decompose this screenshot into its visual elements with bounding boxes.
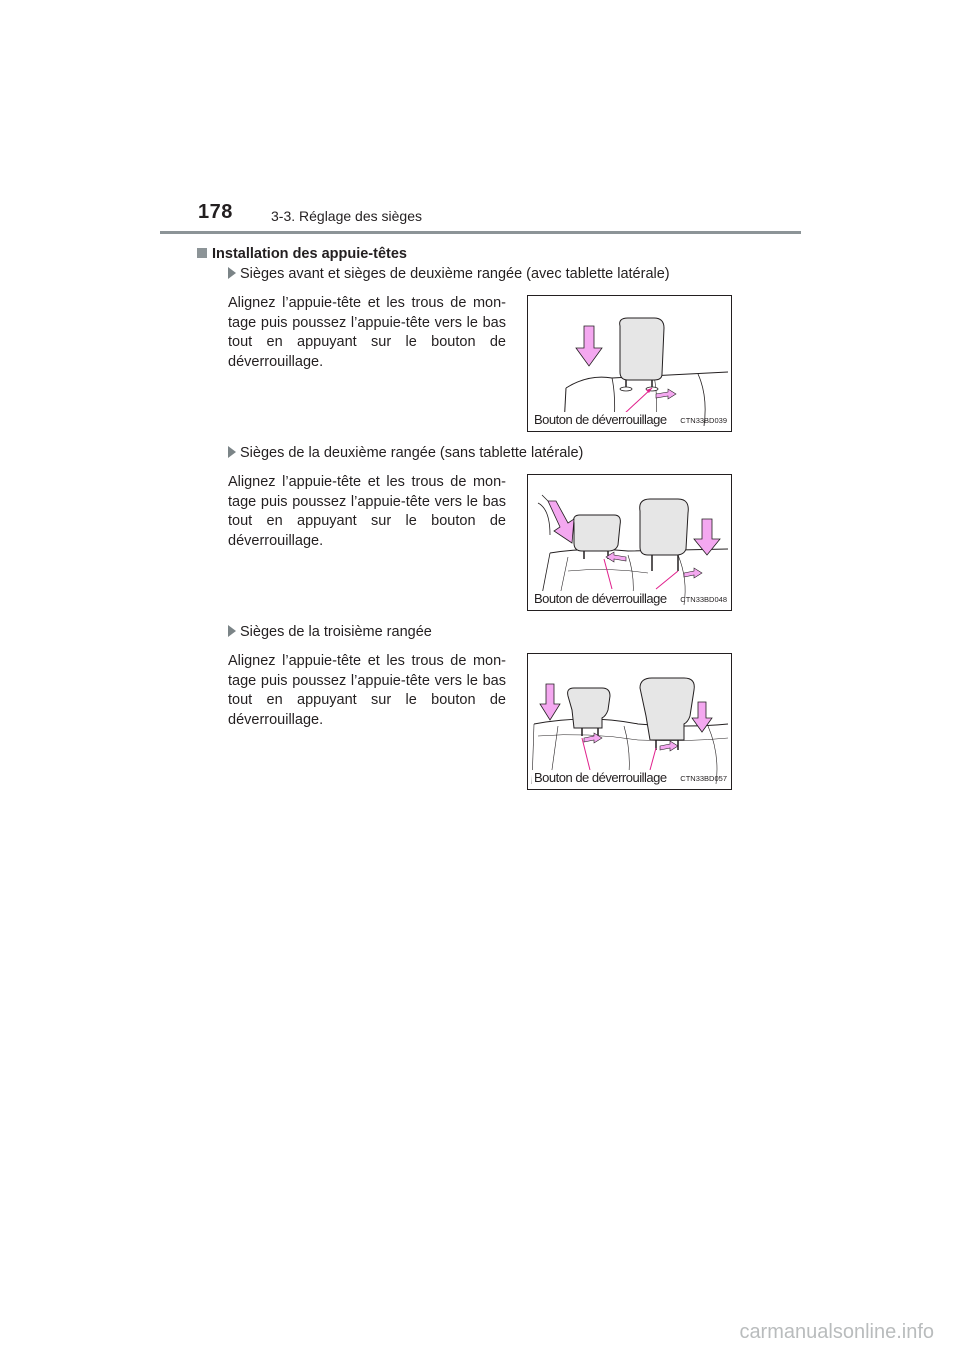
section-title: 3-3. Réglage des sièges bbox=[271, 208, 422, 224]
headrest-figure-front bbox=[527, 295, 732, 432]
instruction-text: Alignez l’appuie-tête et les trous de mon-tage puis poussez l’appuie-tête vers le bas tout en appuyant sur le bouton de déverrouillage. bbox=[228, 653, 506, 728]
section-heading bbox=[197, 246, 407, 262]
subheading-second-row bbox=[228, 445, 583, 461]
triangle-bullet-icon bbox=[228, 267, 236, 279]
subheading-text: Sièges de la troisième rangée bbox=[240, 624, 432, 640]
header-rule bbox=[160, 231, 801, 234]
subheading-text: Sièges avant et sièges de deuxième rangée (avec tablette latérale) bbox=[240, 266, 670, 282]
instruction-text: Alignez l’appuie-tête et les trous de mon-tage puis poussez l’appuie-tête vers le bas tout en appuyant sur le bouton de déverrouillage. bbox=[228, 295, 506, 370]
headrest-figure-second-row bbox=[527, 474, 732, 611]
figure-label: Bouton de déverrouillage bbox=[534, 770, 667, 785]
triangle-bullet-icon bbox=[228, 446, 236, 458]
headrest-figure-third-row bbox=[527, 653, 732, 790]
figure-code: CTN33BD048 bbox=[680, 595, 727, 604]
figure-code: CTN33BD039 bbox=[680, 416, 727, 425]
square-bullet-icon bbox=[197, 248, 207, 258]
subheading-front-seats bbox=[228, 266, 670, 282]
watermark: carmanualsonline.info bbox=[739, 1321, 934, 1343]
instruction-text: Alignez l’appuie-tête et les trous de mon-tage puis poussez l’appuie-tête vers le bas tout en appuyant sur le bouton de déverrouillage. bbox=[228, 474, 506, 549]
subheading-third-row bbox=[228, 624, 432, 640]
triangle-bullet-icon bbox=[228, 625, 236, 637]
subheading-text: Sièges de la deuxième rangée (sans tablette latérale) bbox=[240, 445, 584, 461]
figure-code: CTN33BD057 bbox=[680, 774, 727, 783]
page-number: 178 bbox=[198, 201, 233, 223]
figure-label: Bouton de déverrouillage bbox=[534, 591, 667, 606]
figure-label: Bouton de déverrouillage bbox=[534, 412, 667, 427]
heading-text: Installation des appuie-têtes bbox=[212, 246, 407, 262]
